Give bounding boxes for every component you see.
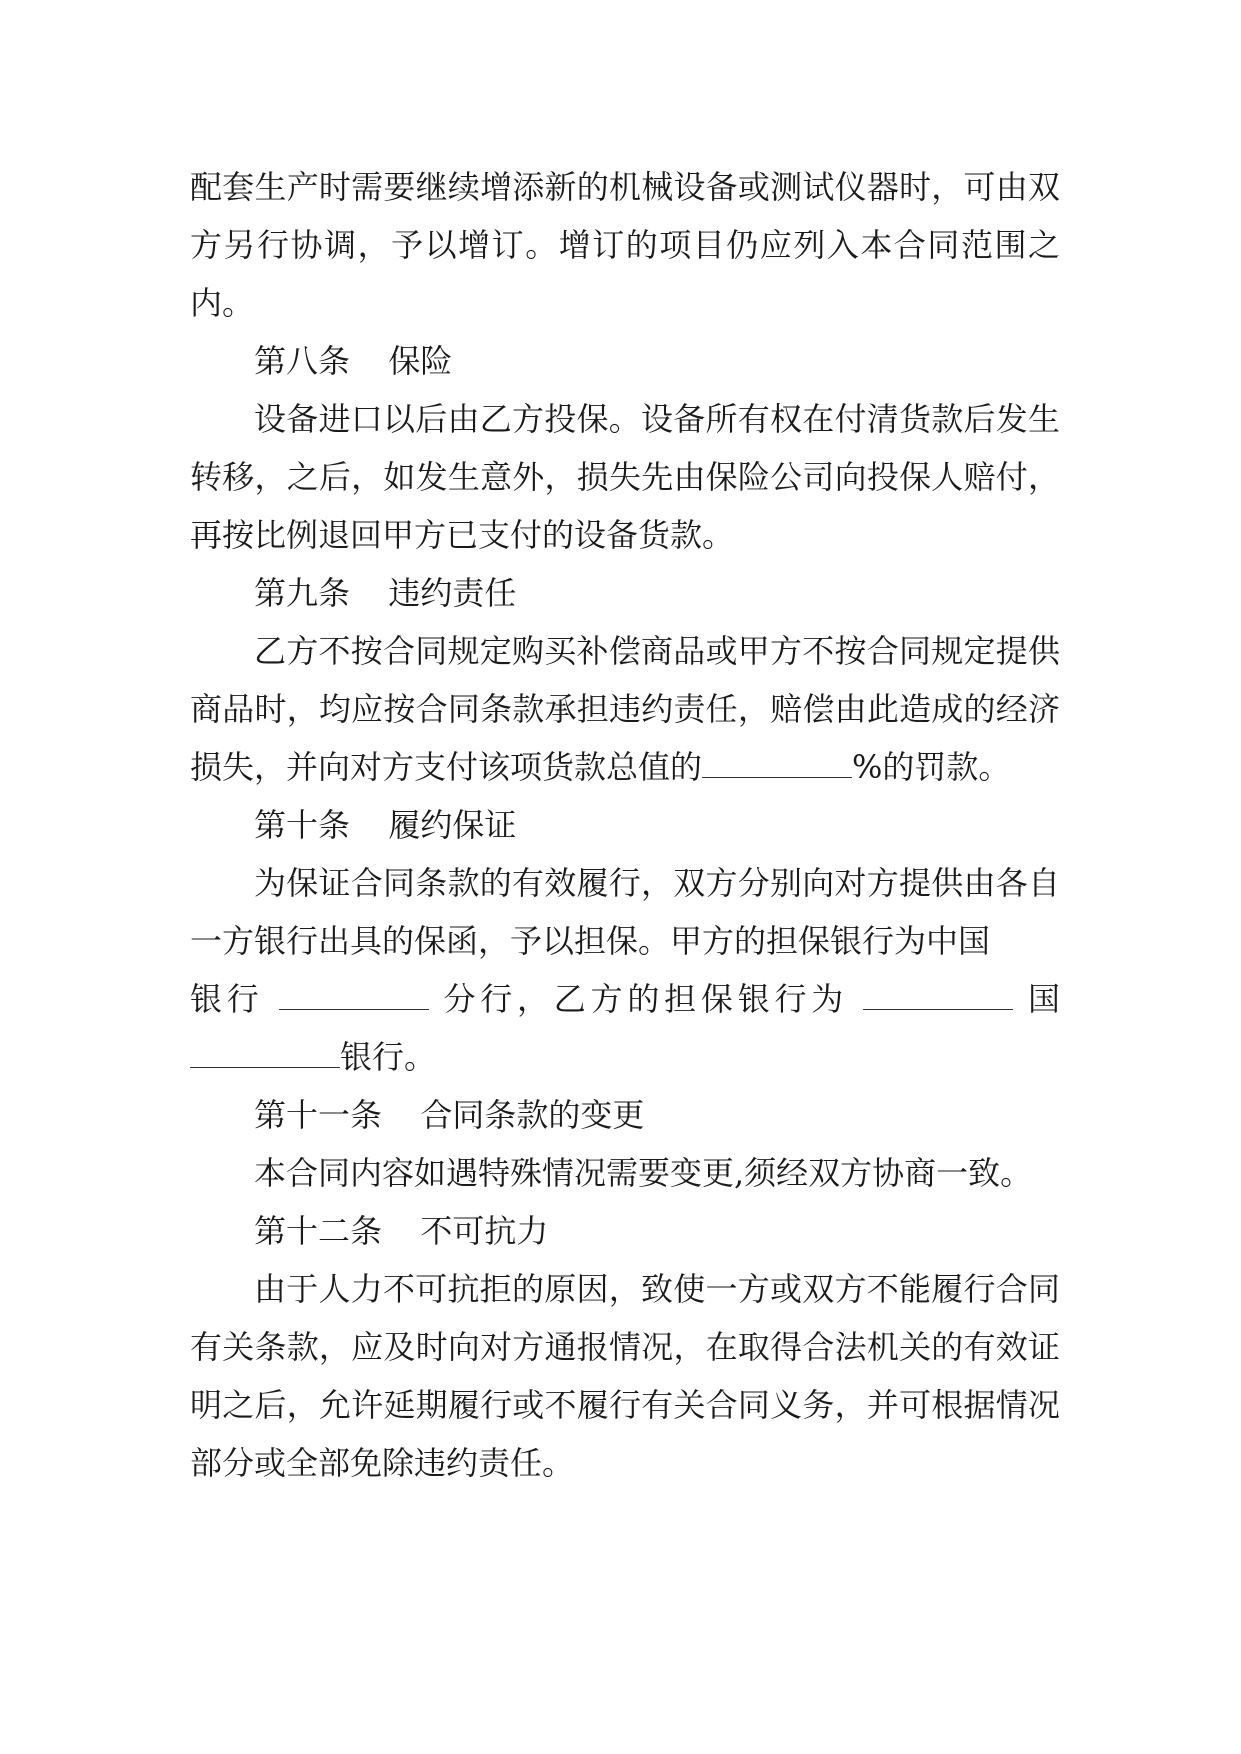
article-10-body: 为保证合同条款的有效履行，双方分别向对方提供由各自一方银行出具的保函，予以担保。甲方的担保银行为中国 [190, 864, 1060, 960]
article-10-heading [190, 796, 1060, 854]
article-10-title: 履约保证 [388, 806, 517, 844]
blank-line [863, 980, 1013, 1010]
article-9-number: 第九条 [254, 574, 351, 612]
paragraph-continuation: 配套生产时需要继续增添新的机械设备或测试仪器时，可由双方另行协调，予以增订。增订的项目仍应列入本合同范围之内。 [190, 168, 1060, 322]
article-11-number: 第十一条 [254, 1096, 383, 1134]
document-body [190, 158, 1060, 1492]
article-8-heading [190, 332, 1060, 390]
article-8-number: 第八条 [254, 342, 351, 380]
article-10-bank-line [190, 970, 1060, 1028]
blank-line [190, 1038, 340, 1068]
article-12-title: 不可抗力 [420, 1212, 549, 1250]
article-12-heading [190, 1202, 1060, 1260]
article-11-title: 合同条款的变更 [420, 1096, 645, 1134]
article-9-body-text: 乙方不按合同规定购买补偿商品或甲方不按合同规定提供商品时，均应按合同条款承担违约责任，赔偿由此造成的经济损失，并向对方支付该项货款总值的 [190, 632, 1060, 786]
article-9-body [190, 622, 1060, 796]
bank-label-d: 银行。 [340, 1038, 437, 1076]
article-11-heading [190, 1086, 1060, 1144]
article-9-body-tail: %的罚款。 [852, 748, 1011, 786]
article-12-number: 第十二条 [254, 1212, 383, 1250]
blank-line [279, 980, 429, 1010]
article-8-title: 保险 [388, 342, 453, 380]
bank-label-a: 银行 [190, 980, 264, 1018]
article-10-bank-line-end [190, 1028, 1060, 1086]
blank-line [702, 748, 852, 778]
article-12-body: 由于人力不可抗拒的原因，致使一方或双方不能履行合同有关条款，应及时向对方通报情况，在取得合法机关的有效证明之后，允许延期履行或不履行有关合同义务，并可根据情况部分或全部免除违约责任。 [190, 1270, 1060, 1482]
article-11-body: 本合同内容如遇特殊情况需要变更,须经双方协商一致。 [254, 1154, 1033, 1192]
bank-label-b: 分行，乙方的担保银行为 [443, 980, 849, 1018]
article-9-title: 违约责任 [388, 574, 517, 612]
article-9-heading [190, 564, 1060, 622]
article-8-body: 设备进口以后由乙方投保。设备所有权在付清货款后发生转移，之后，如发生意外，损失先由保险公司向投保人赔付，再按比例退回甲方已支付的设备货款。 [190, 400, 1060, 554]
bank-label-c: 国 [1027, 980, 1060, 1018]
article-10-number: 第十条 [254, 806, 351, 844]
